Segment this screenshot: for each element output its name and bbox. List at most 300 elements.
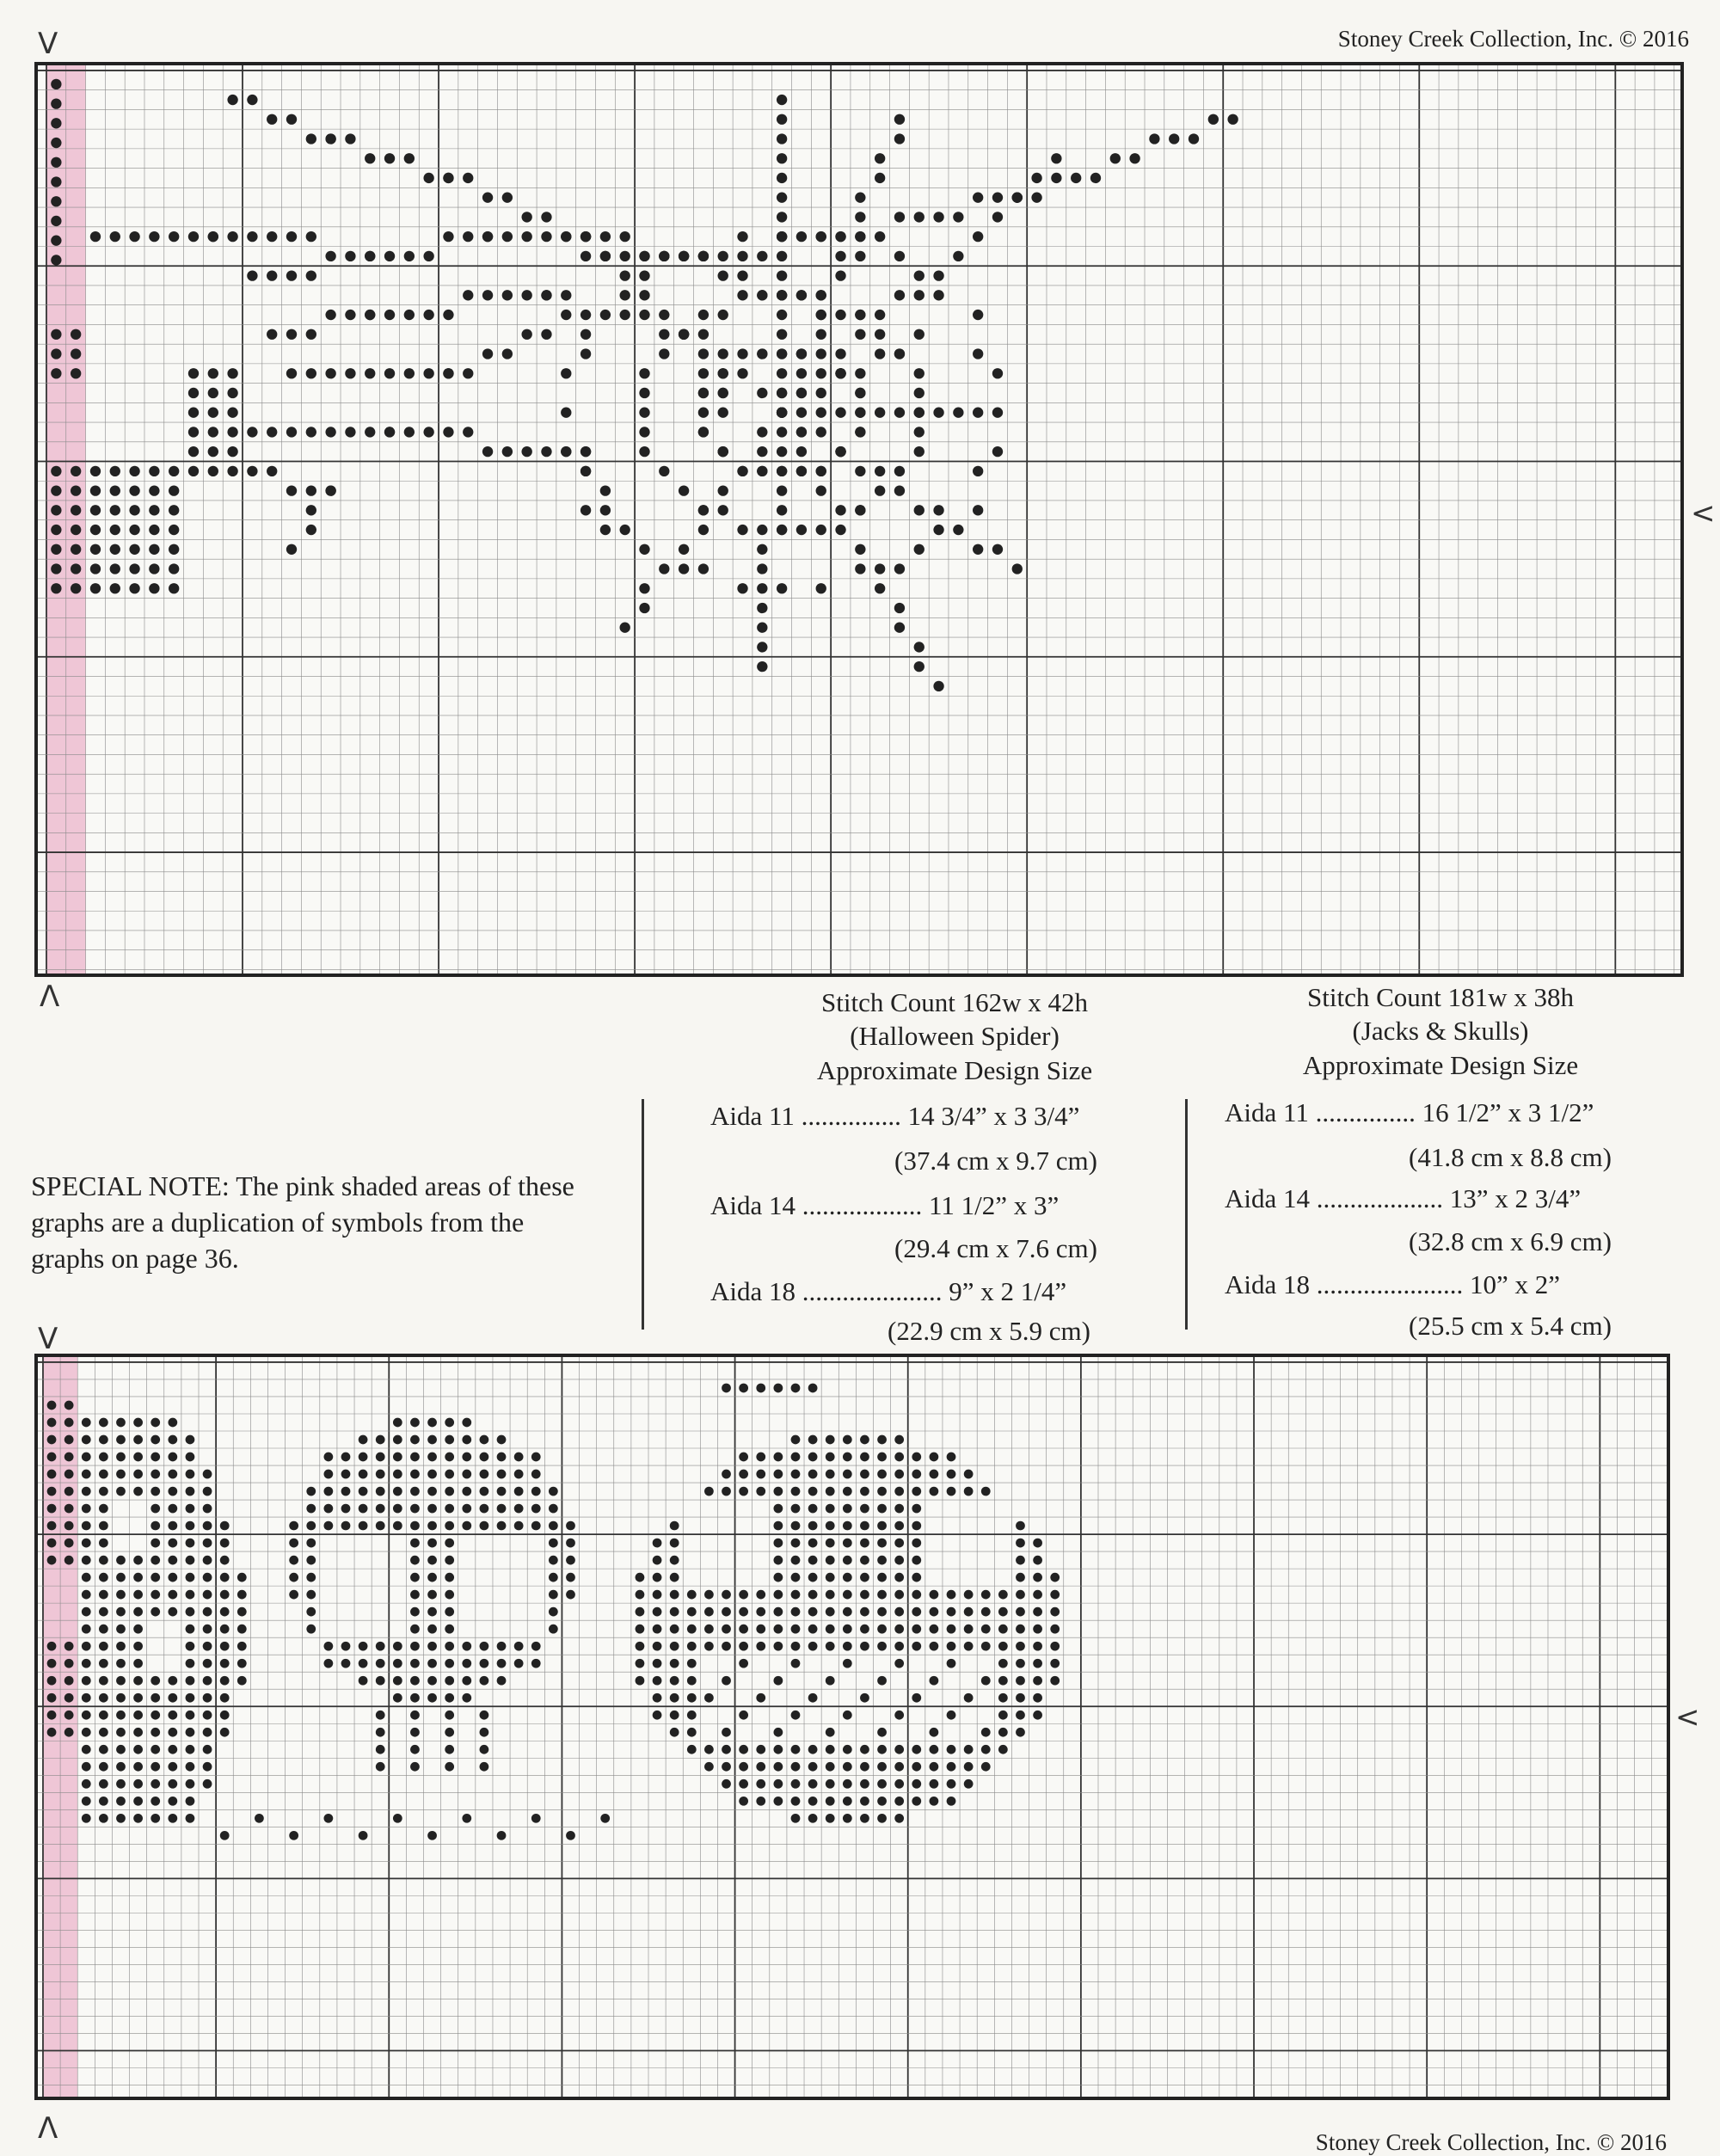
left-pumpkin-stitch <box>186 1607 195 1617</box>
pink-stitch <box>71 544 81 555</box>
web-stitch <box>973 544 983 555</box>
pink-stitch <box>47 1556 57 1565</box>
web-ring-stitch <box>894 466 905 476</box>
left-pumpkin-stitch <box>186 1487 195 1496</box>
pink-stitch <box>47 1728 57 1737</box>
jack-o-lantern-stitch <box>843 1556 852 1565</box>
jack-o-lantern-stitch <box>1016 1556 1025 1565</box>
jack-o-lantern-stitch <box>843 1521 852 1531</box>
jack-o-lantern-stitch <box>860 1521 869 1531</box>
left-pumpkin-stitch <box>82 1470 91 1479</box>
left-pumpkin-stitch <box>203 1607 212 1617</box>
jack-o-lantern-stitch <box>877 1676 887 1686</box>
jack-o-lantern-stitch <box>912 1607 921 1617</box>
left-pumpkin-stitch <box>220 1521 230 1531</box>
jack-o-lantern-stitch <box>843 1745 852 1754</box>
spider-leg-stitch <box>423 173 433 183</box>
spider-leg-stitch <box>404 427 415 437</box>
skull-stitch <box>341 1521 351 1531</box>
web-stitch <box>777 212 787 222</box>
skull-stitch <box>462 1642 471 1651</box>
left-pumpkin-stitch <box>116 1779 126 1789</box>
jack-o-lantern-stitch <box>930 1779 939 1789</box>
fabric-label: Aida 18 <box>1225 1269 1311 1299</box>
spider-leg-stitch <box>698 348 709 359</box>
web-stitch <box>855 466 865 476</box>
jack-o-lantern-stitch <box>894 1814 904 1823</box>
pink-stitch <box>47 1693 57 1703</box>
web-stitch <box>580 231 591 242</box>
web-ring-stitch <box>855 563 865 574</box>
web-stitch <box>639 290 649 300</box>
spider-leg-stitch <box>521 231 531 242</box>
skull-stitch <box>514 1642 524 1651</box>
skull-stitch <box>480 1676 489 1686</box>
spider-abdomen-stitch <box>90 563 101 574</box>
leader-dots: ............... <box>1315 1097 1416 1127</box>
web-ring-stitch <box>561 368 571 378</box>
skull-teeth-stitch <box>410 1762 420 1772</box>
skull-stitch <box>410 1676 420 1686</box>
pink-stitch <box>47 1676 57 1686</box>
spider-abdomen-stitch <box>149 485 159 495</box>
left-pumpkin-stitch <box>168 1693 177 1703</box>
skull-stitch <box>410 1642 420 1651</box>
jack-o-lantern-stitch <box>826 1676 835 1686</box>
web-stitch <box>933 270 943 280</box>
jack-o-lantern-stitch <box>756 1607 765 1617</box>
spider-leg-stitch <box>267 231 277 242</box>
jack-o-lantern-stitch <box>808 1797 818 1806</box>
jack-o-lantern-stitch <box>670 1659 679 1668</box>
jack-o-lantern-stitch <box>1016 1539 1025 1548</box>
left-pumpkin-stitch <box>220 1607 230 1617</box>
spider-leg-stitch <box>443 231 453 242</box>
jack-o-lantern-stitch <box>877 1745 887 1754</box>
jack-o-lantern-stitch <box>739 1453 748 1462</box>
spider-leg-stitch <box>325 251 335 261</box>
jack-o-lantern-stitch <box>722 1487 731 1496</box>
web-stitch <box>855 231 865 242</box>
web-stitch <box>620 623 630 633</box>
pink-stitch <box>64 1676 74 1686</box>
pink-stitch <box>47 1659 57 1668</box>
skull-stitch <box>497 1470 507 1479</box>
web-stitch <box>894 603 905 613</box>
skull-stitch <box>410 1556 420 1565</box>
jack-o-lantern-stitch <box>1033 1556 1042 1565</box>
web-ring-stitch <box>796 525 807 535</box>
spider-abdomen-stitch <box>90 485 101 495</box>
web-ring-stitch <box>737 525 747 535</box>
spider-leg-stitch <box>169 231 179 242</box>
jacks-row-aida18 <box>1225 1269 1560 1300</box>
left-pumpkin-stitch <box>203 1504 212 1514</box>
grass-stitch <box>323 1814 333 1823</box>
jack-o-lantern-stitch <box>670 1693 679 1703</box>
jack-o-lantern-stitch <box>964 1590 974 1600</box>
jack-o-lantern-stitch <box>636 1590 645 1600</box>
pink-stitch <box>47 1453 57 1462</box>
left-pumpkin-stitch <box>168 1521 177 1531</box>
jack-o-lantern-stitch <box>912 1573 921 1582</box>
jack-o-lantern-stitch <box>687 1659 697 1668</box>
spider-leg-stitch <box>227 231 237 242</box>
left-pumpkin-stitch <box>133 1573 143 1582</box>
skull-stitch <box>566 1590 575 1600</box>
pink-stitch <box>51 157 61 168</box>
jack-o-lantern-stitch <box>894 1487 904 1496</box>
jack-o-lantern-stitch <box>773 1762 783 1772</box>
web-ring-stitch <box>718 446 728 457</box>
web-ring-stitch <box>757 290 767 300</box>
web-ring-stitch <box>737 466 747 476</box>
spider-leg-stitch <box>718 270 728 280</box>
left-pumpkin-stitch <box>82 1435 91 1445</box>
spider-leg-stitch <box>286 485 297 495</box>
skull-stitch <box>393 1470 402 1479</box>
left-pumpkin-stitch <box>203 1693 212 1703</box>
jack-o-lantern-stitch <box>894 1779 904 1789</box>
left-pumpkin-stitch <box>133 1659 143 1668</box>
skull-teeth-stitch <box>376 1745 385 1754</box>
jack-o-lantern-stitch <box>843 1779 852 1789</box>
left-pumpkin-stitch <box>82 1745 91 1754</box>
skull-stitch <box>306 1504 316 1514</box>
web-stitch <box>894 114 905 125</box>
jack-o-lantern-stitch <box>894 1504 904 1514</box>
left-pumpkin-stitch <box>150 1745 160 1754</box>
web-ring-stitch <box>679 485 689 495</box>
web-stitch <box>953 251 963 261</box>
jack-o-lantern-stitch <box>704 1642 714 1651</box>
web-stitch <box>835 408 845 418</box>
spider-leg-stitch <box>325 133 335 144</box>
jack-o-lantern-stitch <box>947 1642 956 1651</box>
skull-stitch <box>359 1470 368 1479</box>
jack-o-lantern-stitch <box>670 1625 679 1634</box>
left-pumpkin-stitch <box>168 1590 177 1600</box>
skull-stitch <box>445 1487 454 1496</box>
jack-o-lantern-stitch <box>894 1659 904 1668</box>
left-pumpkin-stitch <box>82 1693 91 1703</box>
left-pumpkin-stitch <box>116 1676 126 1686</box>
jack-o-lantern-stitch <box>808 1607 818 1617</box>
web-stitch <box>777 251 787 261</box>
left-pumpkin-stitch <box>168 1418 177 1428</box>
jack-o-lantern-stitch <box>670 1642 679 1651</box>
web-ring-stitch <box>777 466 787 476</box>
spider-abdomen-stitch <box>129 583 139 593</box>
jack-o-lantern-stitch <box>964 1745 974 1754</box>
web-stitch <box>816 408 826 418</box>
spider-leg-stitch <box>325 368 335 378</box>
jack-o-lantern-stitch <box>843 1470 852 1479</box>
spider-leg-stitch <box>502 348 513 359</box>
spider-body-stitch <box>208 466 218 476</box>
spider-leg-stitch <box>306 231 316 242</box>
left-pumpkin-stitch <box>133 1711 143 1720</box>
left-pumpkin-stitch <box>203 1745 212 1754</box>
spider-row-aida14 <box>710 1190 1059 1221</box>
web-stitch <box>875 563 885 574</box>
jack-o-lantern-stitch <box>998 1642 1008 1651</box>
jack-o-lantern-stitch <box>947 1745 956 1754</box>
jack-o-lantern-stitch <box>1050 1642 1060 1651</box>
jack-o-lantern-stitch <box>739 1711 748 1720</box>
left-pumpkin-stitch <box>203 1711 212 1720</box>
web-stitch <box>875 466 885 476</box>
spider-leg-stitch <box>502 290 513 300</box>
jack-o-lantern-stitch <box>998 1625 1008 1634</box>
spider-abdomen-stitch <box>110 563 120 574</box>
skull-stitch <box>497 1521 507 1531</box>
spider-leg-stitch <box>933 212 943 222</box>
left-pumpkin-stitch <box>116 1453 126 1462</box>
jack-o-lantern-stitch <box>894 1642 904 1651</box>
jack-o-lantern-stitch <box>912 1470 921 1479</box>
grass-stitch <box>289 1831 298 1840</box>
left-pumpkin-stitch <box>133 1693 143 1703</box>
web-stitch <box>777 193 787 203</box>
design-size: 11 1/2” x 3” <box>929 1190 1060 1220</box>
pink-stitch <box>64 1642 74 1651</box>
pink-stitch <box>47 1435 57 1445</box>
jack-o-lantern-stitch <box>930 1745 939 1754</box>
web-stitch <box>620 270 630 280</box>
spider-leg-stitch <box>541 329 551 340</box>
jack-o-lantern-stitch <box>860 1487 869 1496</box>
skull-stitch <box>289 1521 298 1531</box>
jack-o-lantern-stitch <box>687 1728 697 1737</box>
spider-leg-stitch <box>600 231 611 242</box>
left-pumpkin-stitch <box>168 1779 177 1789</box>
left-pumpkin-stitch <box>168 1797 177 1806</box>
skull-stitch <box>306 1487 316 1496</box>
jack-o-lantern-stitch <box>791 1762 801 1772</box>
left-pumpkin-stitch <box>186 1642 195 1651</box>
skull-stitch <box>480 1435 489 1445</box>
skull-teeth-stitch <box>480 1762 489 1772</box>
left-pumpkin-stitch <box>186 1625 195 1634</box>
jack-o-lantern-stitch <box>912 1504 921 1514</box>
web-ring-stitch <box>855 310 865 320</box>
spider-leg-stitch <box>247 427 257 437</box>
web-stitch <box>875 408 885 418</box>
left-pumpkin-stitch <box>186 1659 195 1668</box>
jack-o-lantern-stitch <box>947 1762 956 1772</box>
skull-stitch <box>393 1642 402 1651</box>
skull-stitch <box>427 1504 437 1514</box>
jack-o-lantern-stitch <box>826 1762 835 1772</box>
web-ring-stitch <box>561 408 571 418</box>
jack-o-lantern-stitch <box>877 1728 887 1737</box>
jack-o-lantern-stitch <box>964 1693 974 1703</box>
skull-stitch <box>445 1418 454 1428</box>
skull-stitch <box>410 1693 420 1703</box>
center-marker-bottom-left: Λ <box>40 980 60 1014</box>
design-size: 9” x 2 1/4” <box>949 1276 1067 1306</box>
web-stitch <box>777 95 787 105</box>
web-stitch <box>777 310 787 320</box>
grass-stitch <box>255 1814 264 1823</box>
jack-o-lantern-stitch <box>877 1539 887 1548</box>
jacks-metric-aida14 <box>1409 1226 1612 1257</box>
skull-stitch <box>514 1487 524 1496</box>
stem-stitch <box>722 1384 731 1393</box>
jack-o-lantern-stitch <box>1016 1693 1025 1703</box>
left-pumpkin-stitch <box>168 1573 177 1582</box>
left-pumpkin-stitch <box>150 1453 160 1462</box>
left-pumpkin-stitch <box>82 1642 91 1651</box>
spider-stitch-count: Stitch Count 162w x 42h <box>820 987 1088 1017</box>
spider-leg-stitch <box>365 310 375 320</box>
spider-abdomen-stitch <box>110 505 120 515</box>
spider-leg-stitch <box>325 310 335 320</box>
left-pumpkin-stitch <box>186 1728 195 1737</box>
left-pumpkin-stitch <box>82 1453 91 1462</box>
leader-dots: ...................... <box>1316 1269 1464 1299</box>
skull-stitch <box>323 1487 333 1496</box>
skull-teeth-stitch <box>480 1728 489 1737</box>
jack-o-lantern-stitch <box>860 1779 869 1789</box>
jack-o-lantern-stitch <box>894 1745 904 1754</box>
web-ring-stitch <box>580 348 591 359</box>
center-marker-right: < <box>1691 496 1716 531</box>
jack-o-lantern-stitch <box>947 1779 956 1789</box>
web-ring-stitch <box>718 505 728 515</box>
spider-leg-stitch <box>482 231 493 242</box>
skull-stitch <box>497 1676 507 1686</box>
skull-stitch <box>480 1470 489 1479</box>
jack-o-lantern-stitch <box>653 1659 662 1668</box>
web-ring-stitch <box>580 466 591 476</box>
spider-leg-stitch <box>267 270 277 280</box>
skull-stitch <box>359 1642 368 1651</box>
copyright-bottom: Stoney Creek Collection, Inc. © 2016 <box>1315 2129 1667 2155</box>
spider-leg-stitch <box>1149 133 1159 144</box>
skull-stitch <box>549 1504 558 1514</box>
special-note <box>31 1168 599 1277</box>
jack-o-lantern-stitch <box>877 1779 887 1789</box>
jack-o-lantern-stitch <box>739 1487 748 1496</box>
web-stitch <box>992 212 1003 222</box>
left-pumpkin-stitch <box>168 1711 177 1720</box>
skull-stitch <box>462 1659 471 1668</box>
skull-stitch <box>427 1590 437 1600</box>
left-pumpkin-stitch <box>150 1435 160 1445</box>
web-ring-stitch <box>777 525 787 535</box>
skull-stitch <box>445 1504 454 1514</box>
left-pumpkin-stitch <box>82 1487 91 1496</box>
left-pumpkin-stitch <box>203 1590 212 1600</box>
jack-o-lantern-stitch <box>860 1814 869 1823</box>
left-pumpkin-stitch <box>237 1659 247 1668</box>
spider-leg-stitch <box>306 485 316 495</box>
web-ring-stitch <box>816 348 826 359</box>
web-ring-stitch <box>561 446 571 457</box>
web-stitch <box>1051 153 1061 163</box>
web-stitch <box>855 193 865 203</box>
skull-stitch <box>376 1676 385 1686</box>
spider-body-stitch <box>227 427 237 437</box>
web-stitch <box>855 368 865 378</box>
skull-stitch <box>359 1504 368 1514</box>
skull-stitch <box>359 1521 368 1531</box>
web-stitch <box>796 408 807 418</box>
jack-o-lantern-stitch <box>877 1487 887 1496</box>
spider-leg-stitch <box>541 446 551 457</box>
design-size: 10” x 2” <box>1470 1269 1561 1299</box>
spider-leg-stitch <box>365 153 375 163</box>
metric-size: (32.8 cm x 6.9 cm) <box>1409 1226 1612 1256</box>
skull-stitch <box>445 1607 454 1617</box>
skull-stitch <box>410 1539 420 1548</box>
jack-o-lantern-stitch <box>704 1487 714 1496</box>
jack-o-lantern-stitch <box>947 1590 956 1600</box>
jack-o-lantern-stitch <box>981 1607 991 1617</box>
left-pumpkin-stitch <box>133 1607 143 1617</box>
left-pumpkin-stitch <box>237 1573 247 1582</box>
jack-o-lantern-stitch <box>930 1625 939 1634</box>
skull-stitch <box>341 1504 351 1514</box>
spider-metric-aida11 <box>894 1146 1097 1176</box>
jack-o-lantern-stitch <box>808 1573 818 1582</box>
web-ring-stitch <box>757 466 767 476</box>
jack-o-lantern-stitch <box>756 1779 765 1789</box>
spider-body-stitch <box>208 446 218 457</box>
skull-stitch <box>410 1435 420 1445</box>
jack-o-lantern-stitch <box>653 1556 662 1565</box>
spider-leg-stitch <box>737 251 747 261</box>
left-pumpkin-stitch <box>99 1659 108 1668</box>
web-ring-stitch <box>835 446 845 457</box>
skull-stitch <box>427 1521 437 1531</box>
pink-stitch <box>51 544 61 555</box>
skull-stitch <box>306 1607 316 1617</box>
left-pumpkin-stitch <box>150 1418 160 1428</box>
web-stitch <box>933 408 943 418</box>
skull-stitch <box>359 1676 368 1686</box>
jack-o-lantern-stitch <box>739 1607 748 1617</box>
spider-abdomen-stitch <box>129 525 139 535</box>
design-size: 13” x 2 3/4” <box>1449 1183 1582 1213</box>
jack-o-lantern-stitch <box>947 1797 956 1806</box>
spider-abdomen-stitch <box>110 525 120 535</box>
spider-leg-stitch <box>286 270 297 280</box>
skull-stitch <box>549 1521 558 1531</box>
left-pumpkin-stitch <box>82 1728 91 1737</box>
pink-stitch <box>51 236 61 246</box>
left-pumpkin-stitch <box>99 1487 108 1496</box>
skull-teeth-stitch <box>445 1728 454 1737</box>
skull-stitch <box>549 1590 558 1600</box>
web-stitch <box>855 544 865 555</box>
fabric-label: Aida 11 <box>1225 1097 1309 1127</box>
skull-stitch <box>462 1470 471 1479</box>
left-pumpkin-stitch <box>133 1435 143 1445</box>
skull-stitch <box>531 1521 541 1531</box>
spider-leg-stitch <box>365 368 375 378</box>
spider-abdomen-stitch <box>110 583 120 593</box>
jack-o-lantern-stitch <box>843 1642 852 1651</box>
jack-o-lantern-stitch <box>843 1539 852 1548</box>
jack-o-lantern-stitch <box>1016 1607 1025 1617</box>
spider-abdomen-stitch <box>169 485 179 495</box>
web-stitch <box>914 505 924 515</box>
jack-o-lantern-stitch <box>843 1487 852 1496</box>
left-pumpkin-stitch <box>168 1676 177 1686</box>
